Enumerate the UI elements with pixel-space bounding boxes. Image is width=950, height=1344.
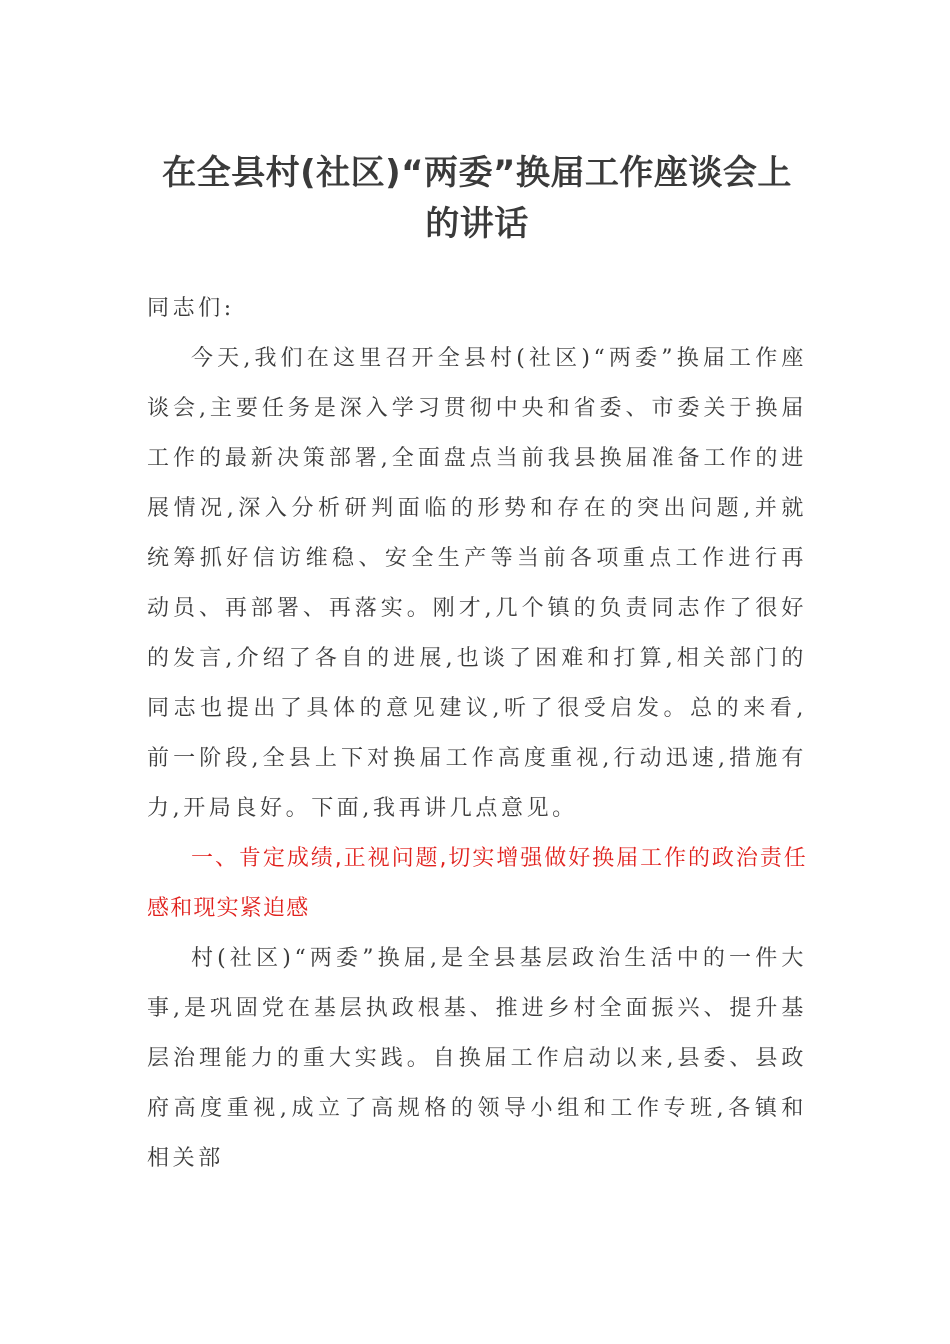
document-title	[147, 148, 807, 250]
title-line-2: 的讲话	[425, 204, 529, 244]
document-body	[147, 284, 807, 1184]
paragraph-section-1: 村(社区)“两委”换届,是全县基层政治生活中的一件大事,是巩固党在基层执政根基、推进乡村全面振兴、提升基层治理能力的重大实践。自换届工作启动以来,县委、县政府高度重视,成立了高规格的领导小组和工作专班,各镇和相关部	[147, 946, 807, 1171]
document-page	[147, 148, 807, 1184]
section-heading-1: 一、肯定成绩,正视问题,切实增强做好换届工作的政治责任感和现实紧迫感	[147, 846, 807, 921]
salutation: 同志们:	[147, 296, 235, 321]
title-line-1: 在全县村(社区)“两委”换届工作座谈会上	[162, 153, 792, 193]
paragraph-intro: 今天,我们在这里召开全县村(社区)“两委”换届工作座谈会,主要任务是深入学习贯彻中央和省委、市委关于换届工作的最新决策部署,全面盘点当前我县换届准备工作的进展情况,深入分析研判面临的形势和存在的突出问题,并就统筹抓好信访维稳、安全生产等当前各项重点工作进行再动员、再部署、再落实。刚才,几个镇的负责同志作了很好的发言,介绍了各自的进展,也谈了困难和打算,相关部门的同志也提出了具体的意见建议,听了很受启发。总的来看,前一阶段,全县上下对换届工作高度重视,行动迅速,措施有力,开局良好。下面,我再讲几点意见。	[147, 346, 807, 821]
